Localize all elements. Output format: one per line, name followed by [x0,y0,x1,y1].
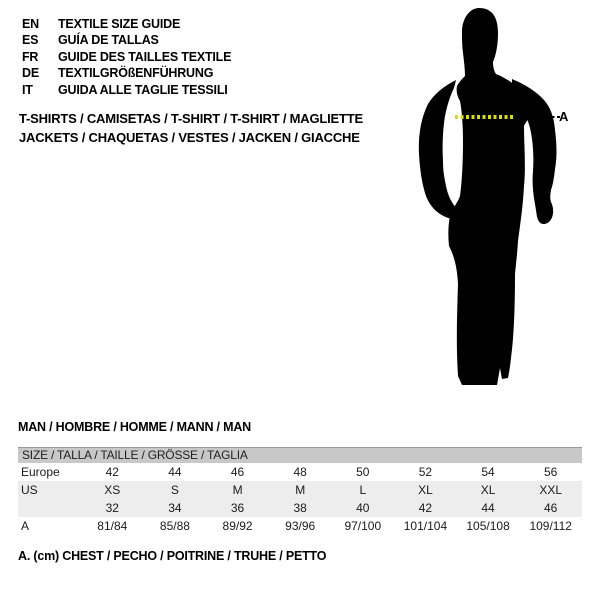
size-cell: XS [104,483,121,497]
size-cell: 81/84 [97,519,128,533]
language-title: TEXTILE SIZE GUIDE [58,17,181,31]
language-code: IT [22,82,33,97]
table-row-europe [18,463,582,481]
language-row [22,65,231,81]
size-cell: 32 [105,501,119,515]
size-cell: 48 [293,465,307,479]
size-cell: 42 [418,501,433,515]
size-cell: 85/88 [159,519,190,533]
size-cell: 54 [481,465,495,479]
category-line-tshirts: T-SHIRTS / CAMISETAS / T-SHIRT / T-SHIRT / MAGLIETTE [19,111,363,126]
size-cell: 44 [168,465,182,479]
size-cell: XXL [539,483,563,497]
language-code: EN [22,17,39,31]
size-cell: 38 [293,501,307,515]
table-row-chest-a [18,517,582,535]
size-cell: 50 [356,465,370,479]
row-label: US [21,483,38,497]
size-cell: 109/112 [529,519,572,533]
garment-categories [19,109,363,147]
category-line-jackets: JACKETS / CHAQUETAS / VESTES / JACKEN / GIACCHE [19,130,360,145]
language-title: GUÍA DE TALLAS [58,33,159,48]
size-cell: 56 [544,465,558,479]
row-label: A [21,519,30,533]
row-label: Europe [21,465,60,479]
size-cell: 34 [168,501,182,515]
language-row [22,32,231,48]
size-cell: M [295,483,306,497]
language-row [22,16,231,32]
man-silhouette-icon [412,6,582,396]
language-code: FR [22,49,39,64]
section-title-man: MAN / HOMBRE / HOMME / MANN / MAN [18,420,251,434]
size-cell: M [232,483,243,497]
size-cell: L [359,483,367,497]
language-row [22,49,231,65]
language-list [22,16,231,98]
size-cell: 36 [230,501,245,515]
size-cell: 52 [418,465,433,479]
size-cell: 46 [230,465,245,479]
size-table [18,447,582,535]
size-cell: 40 [356,501,370,515]
size-cell: 105/108 [466,519,510,533]
size-table-header: SIZE / TALLA / TAILLE / GRÖSSE / TAGLIA [18,447,582,463]
size-cell: S [170,483,179,497]
size-cell: 97/100 [344,519,382,533]
size-cell: 93/96 [285,519,316,533]
size-cell: XL [480,483,496,497]
language-title: GUIDE DES TAILLES TEXTILE [58,49,232,64]
measurement-label-a: A [559,109,569,124]
table-row-us [18,481,582,499]
size-cell: 89/92 [222,519,253,533]
size-cell: XL [418,483,433,497]
size-cell: 44 [481,501,495,515]
language-code: DE [22,66,39,81]
language-row [22,82,231,98]
language-title: TEXTILGRÖßENFÜHRUNG [58,66,214,81]
size-cell: 101/104 [403,519,448,533]
size-cell: 46 [544,501,558,515]
size-cell: 42 [105,465,119,479]
language-title: GUIDA ALLE TAGLIE TESSILI [58,82,228,97]
table-row-alt-size [18,499,582,517]
language-code: ES [22,33,39,48]
measurement-footnote: A. (cm) CHEST / PECHO / POITRINE / TRUHE / PETTO [18,549,327,563]
